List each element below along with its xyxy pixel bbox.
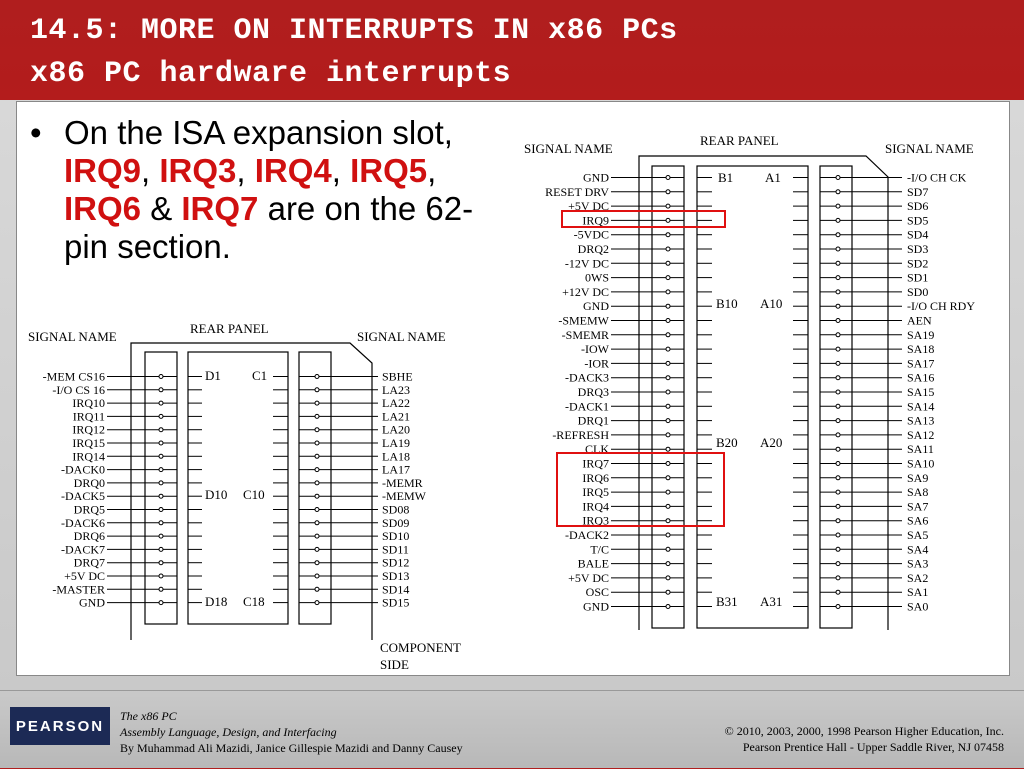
signal-label: SA11: [907, 442, 934, 457]
signal-label: SD14: [382, 582, 410, 597]
pin-label-b10: B10: [716, 296, 738, 311]
signal-label: IRQ11: [72, 409, 105, 424]
signal-label: LA20: [382, 422, 410, 437]
rear-panel-header: REAR PANEL: [700, 133, 779, 148]
signal-label: -IOW: [581, 342, 609, 357]
signal-label: -SMEMR: [561, 327, 609, 342]
pin-contact: [315, 494, 319, 498]
pin-contact: [159, 601, 163, 605]
signal-label: LA18: [382, 449, 410, 464]
pin-label-b1: B1: [718, 170, 734, 185]
irq4-label: IRQ4: [254, 152, 332, 189]
signal-label: SD3: [907, 242, 929, 256]
copyright-line: © 2010, 2003, 2000, 1998 Pearson Higher Education, Inc.: [724, 724, 1004, 738]
signal-label: SD5: [907, 213, 929, 228]
comma: ,: [236, 152, 255, 189]
pin-contact: [159, 561, 163, 565]
signal-label: SA6: [907, 513, 929, 528]
signal-label: LA17: [382, 462, 410, 477]
signal-label: SD7: [907, 184, 929, 199]
signal-label: SA8: [907, 485, 929, 500]
signal-label: SD6: [907, 199, 929, 214]
book-info: [120, 708, 463, 756]
signal-label: OSC: [585, 585, 609, 600]
signal-label: SD0: [907, 284, 929, 299]
signal-label: -5VDC: [573, 227, 609, 242]
signal-label: LA21: [382, 409, 410, 424]
pin-label-a1: A1: [765, 170, 781, 185]
pin-contact: [159, 401, 163, 405]
pin-label-a10: A10: [760, 296, 783, 311]
copyright-info: [725, 723, 1004, 755]
signal-label: GND: [583, 170, 609, 185]
signal-label: BALE: [577, 556, 609, 571]
signal-name-header-right: SIGNAL NAME: [885, 141, 974, 156]
signal-label: IRQ12: [72, 422, 105, 437]
pin-label-a20: A20: [760, 435, 783, 450]
signal-label: DRQ7: [73, 555, 105, 570]
signal-label: -REFRESH: [552, 427, 609, 442]
signal-label: -DACK3: [565, 370, 609, 385]
pin-contact: [159, 534, 163, 538]
pin-contact: [315, 388, 319, 392]
pin-label-d1: D1: [205, 368, 221, 383]
pin-label-b31: B31: [716, 594, 738, 609]
signal-label: +12V DC: [562, 284, 609, 299]
signal-label: IRQ4: [582, 499, 609, 514]
signal-label: -SMEMW: [558, 313, 609, 328]
signal-label: -DACK1: [565, 399, 609, 414]
signal-label: SA18: [907, 342, 935, 357]
signal-label: SD10: [382, 529, 410, 544]
pin-contact: [159, 441, 163, 445]
pin-contact: [159, 494, 163, 498]
signal-label: IRQ10: [72, 396, 105, 411]
signal-label: DRQ2: [577, 242, 609, 256]
pin-contact: [159, 508, 163, 512]
signal-label: SA17: [907, 356, 935, 371]
signal-name-header-left: SIGNAL NAME: [524, 141, 613, 156]
pin-contact: [315, 375, 319, 379]
signal-label: DRQ1: [577, 413, 609, 428]
signal-label: SA5: [907, 528, 929, 542]
pin-contact: [159, 547, 163, 551]
pin-label-c18: C18: [243, 594, 265, 609]
pearson-logo: PEARSON: [10, 707, 110, 745]
pin-contact: [315, 587, 319, 591]
pin-contact: [159, 428, 163, 432]
signal-label: -DACK6: [61, 515, 105, 530]
signal-label: -DACK5: [61, 489, 105, 504]
pin-contact: [159, 454, 163, 458]
signal-label: DRQ5: [73, 502, 105, 517]
signal-label: -MASTER: [52, 582, 105, 597]
slide-footer: [0, 690, 1024, 769]
comma: ,: [331, 152, 351, 189]
pin-contact: [315, 547, 319, 551]
irq7-label: IRQ7: [181, 190, 259, 227]
signal-label: IRQ9: [582, 213, 609, 228]
signal-label: SA2: [907, 570, 929, 585]
signal-label: SD11: [382, 542, 409, 557]
signal-label: -I/O CH RDY: [907, 299, 975, 314]
irq3-label: IRQ3: [159, 152, 237, 189]
signal-label: -12V DC: [564, 256, 609, 271]
pin-label-a31: A31: [760, 594, 783, 609]
pin-contact: [315, 441, 319, 445]
signal-label: +5V DC: [568, 570, 609, 585]
signal-label: -DACK2: [565, 528, 609, 542]
signal-label: SA13: [907, 413, 935, 428]
signal-label: SBHE: [382, 369, 413, 384]
signal-label: -IOR: [584, 356, 609, 371]
title-line-1: 14.5: MORE ON INTERRUPTS IN x86 PCs: [30, 14, 678, 48]
pin-contact: [315, 428, 319, 432]
signal-label: SD13: [382, 569, 410, 583]
signal-label: SD15: [382, 595, 410, 610]
publisher-line: Pearson Prentice Hall - Upper Saddle River, NJ 07458: [742, 740, 1004, 754]
signal-label: LA23: [382, 382, 410, 397]
signal-label: -I/O CS 16: [52, 382, 105, 397]
book-authors: By Muhammad Ali Mazidi, Janice Gillespie Mazidi and Danny Causey: [120, 741, 463, 755]
pin-contact: [315, 534, 319, 538]
signal-label: +5V DC: [64, 569, 105, 583]
irq9-label: IRQ9: [64, 152, 142, 189]
pin-contact: [315, 468, 319, 472]
comma: ,: [141, 152, 160, 189]
signal-label: SA4: [907, 542, 929, 557]
signal-label: -MEMR: [382, 475, 423, 490]
signal-label: SA1: [907, 585, 929, 600]
signal-label: T/C: [590, 542, 609, 557]
pin-label-c1: C1: [252, 368, 268, 383]
comma: ,: [427, 152, 437, 189]
signal-label: 0WS: [585, 270, 609, 285]
signal-label: SD4: [907, 227, 929, 242]
pin-contact: [315, 481, 319, 485]
pin-label-d18: D18: [205, 594, 228, 609]
pin-contact: [159, 521, 163, 525]
signal-name-header-left: SIGNAL NAME: [28, 329, 117, 344]
pin-label-c10: C10: [243, 487, 265, 502]
book-subtitle: Assembly Language, Design, and Interfacing: [120, 725, 337, 739]
signal-label: GND: [583, 299, 609, 314]
signal-label: SA0: [907, 599, 929, 614]
bullet-symbol: •: [30, 114, 42, 151]
signal-label: -I/O CH CK: [907, 170, 967, 185]
pin-contact: [315, 414, 319, 418]
pin-contact: [159, 587, 163, 591]
signal-label: RESET DRV: [545, 184, 609, 199]
signal-label: DRQ6: [73, 529, 105, 544]
signal-label: SD09: [382, 515, 410, 530]
signal-label: IRQ15: [72, 436, 105, 450]
signal-label: SA9: [907, 470, 929, 485]
irq5-label: IRQ5: [350, 152, 428, 189]
pin-contact: [315, 561, 319, 565]
pin-contact: [315, 521, 319, 525]
pin-contact: [315, 508, 319, 512]
signal-label: -DACK7: [61, 542, 105, 557]
signal-label: GND: [79, 595, 105, 610]
signal-label: SA12: [907, 427, 935, 442]
signal-label: SA10: [907, 456, 935, 471]
signal-label: LA19: [382, 436, 410, 450]
signal-label: -MEMW: [382, 489, 426, 504]
pin-contact: [159, 375, 163, 379]
rear-panel-header: REAR PANEL: [190, 321, 269, 336]
pin-contact: [159, 388, 163, 392]
signal-label: IRQ3: [582, 513, 609, 528]
bullet-text-start: On the ISA expansion slot,: [64, 114, 453, 151]
signal-label: DRQ3: [577, 385, 609, 399]
signal-label: DRQ0: [73, 475, 105, 490]
signal-label: SA19: [907, 327, 935, 342]
signal-label: IRQ7: [582, 456, 609, 471]
signal-label: SA15: [907, 385, 935, 399]
title-line-2: x86 PC hardware interrupts: [30, 57, 512, 91]
signal-name-header-right: SIGNAL NAME: [357, 329, 446, 344]
book-title: The x86 PC: [120, 709, 177, 723]
signal-label: AEN: [907, 313, 932, 328]
pin-contact: [159, 414, 163, 418]
signal-label: IRQ14: [72, 449, 105, 464]
signal-label: SD08: [382, 502, 410, 517]
pin-contact: [315, 574, 319, 578]
signal-label: SA16: [907, 370, 935, 385]
signal-label: IRQ5: [582, 485, 609, 500]
signal-label: -DACK0: [61, 462, 105, 477]
pin-contact: [315, 401, 319, 405]
irq6-label: IRQ6: [64, 190, 142, 227]
ampersand: &: [141, 190, 182, 227]
signal-label: CLK: [585, 442, 609, 457]
pin-contact: [159, 481, 163, 485]
component-side-label-line-2: SIDE: [380, 657, 409, 672]
pin-label-b20: B20: [716, 435, 738, 450]
signal-label: SA14: [907, 399, 935, 414]
pin-contact: [159, 468, 163, 472]
bullet-text-end: are on the 62-pin section.: [64, 190, 474, 265]
signal-label: SD12: [382, 555, 410, 570]
signal-label: -MEM CS16: [42, 369, 105, 384]
pin-contact: [315, 454, 319, 458]
signal-label: GND: [583, 599, 609, 614]
signal-label: SA7: [907, 499, 929, 514]
signal-label: +5V DC: [568, 199, 609, 214]
pin-contact: [315, 601, 319, 605]
signal-label: SD1: [907, 270, 929, 285]
signal-label: SD2: [907, 256, 929, 271]
signal-label: IRQ6: [582, 470, 609, 485]
component-side-label-line-1: COMPONENT: [380, 640, 461, 655]
pin-label-d10: D10: [205, 487, 228, 502]
pin-contact: [159, 574, 163, 578]
signal-label: LA22: [382, 396, 410, 411]
signal-label: SA3: [907, 556, 929, 571]
